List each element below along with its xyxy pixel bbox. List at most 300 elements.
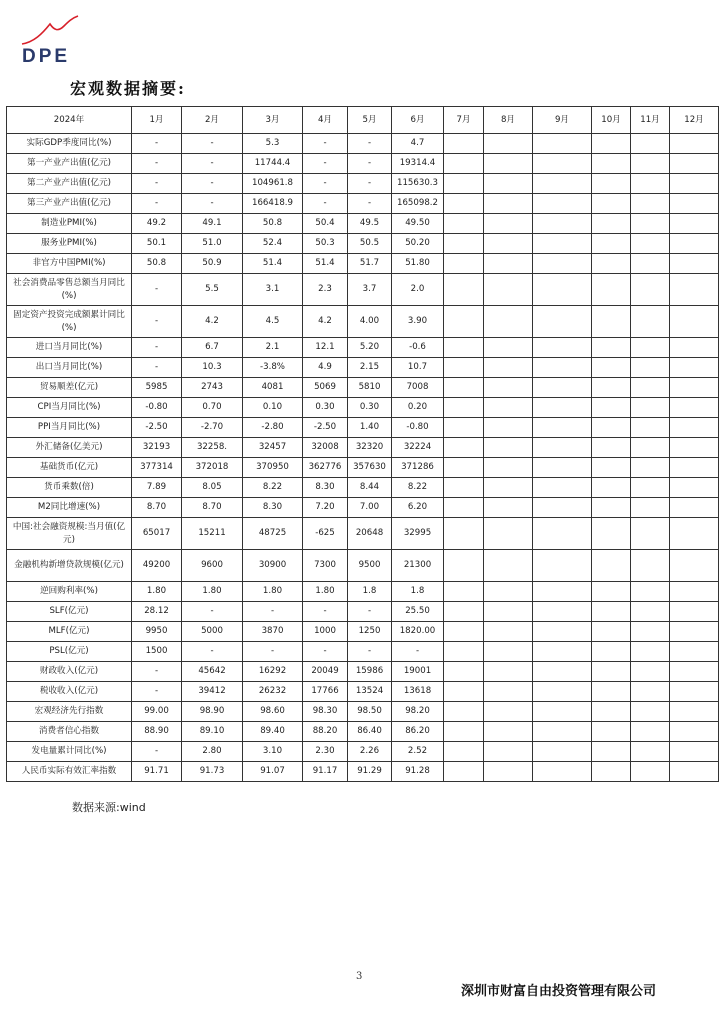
- table-cell: [592, 154, 631, 174]
- table-cell: [631, 622, 670, 642]
- table-cell: -: [132, 274, 182, 306]
- table-cell: [484, 358, 533, 378]
- table-cell: [444, 722, 484, 742]
- table-cell: 371286: [392, 458, 444, 478]
- table-cell: [670, 550, 719, 582]
- table-cell: [444, 134, 484, 154]
- table-cell: [484, 642, 533, 662]
- table-cell: [670, 398, 719, 418]
- table-cell: [533, 458, 592, 478]
- table-cell: 0.30: [303, 398, 348, 418]
- table-cell: 32193: [132, 438, 182, 458]
- table-cell: [484, 174, 533, 194]
- table-cell: -: [182, 134, 243, 154]
- table-cell: 4081: [243, 378, 303, 398]
- table-cell: 5.5: [182, 274, 243, 306]
- table-cell: [484, 722, 533, 742]
- table-cell: [592, 762, 631, 782]
- table-cell: 30900: [243, 550, 303, 582]
- table-cell: [444, 234, 484, 254]
- table-cell: [533, 742, 592, 762]
- table-cell: 1250: [348, 622, 392, 642]
- table-cell: 32258.: [182, 438, 243, 458]
- table-cell: [592, 642, 631, 662]
- table-cell: [631, 438, 670, 458]
- table-cell: -: [392, 642, 444, 662]
- table-cell: 49.50: [392, 214, 444, 234]
- table-cell: -: [303, 602, 348, 622]
- table-cell: 45642: [182, 662, 243, 682]
- table-cell: 89.10: [182, 722, 243, 742]
- table-cell: [631, 642, 670, 662]
- table-cell: 17766: [303, 682, 348, 702]
- table-cell: -: [303, 194, 348, 214]
- table-cell: 9950: [132, 622, 182, 642]
- table-cell: [444, 438, 484, 458]
- table-cell: [444, 306, 484, 338]
- row-label: PSL(亿元): [7, 642, 132, 662]
- header-month: 9月: [533, 107, 592, 134]
- table-cell: 50.5: [348, 234, 392, 254]
- table-cell: 8.22: [392, 478, 444, 498]
- table-row: [7, 702, 719, 722]
- table-cell: 4.7: [392, 134, 444, 154]
- header-month: 2月: [182, 107, 243, 134]
- table-cell: -: [132, 338, 182, 358]
- table-cell: -2.50: [303, 418, 348, 438]
- table-cell: 4.5: [243, 306, 303, 338]
- table-cell: [484, 194, 533, 214]
- table-cell: [592, 234, 631, 254]
- table-cell: [533, 498, 592, 518]
- table-cell: [533, 582, 592, 602]
- table-cell: [670, 702, 719, 722]
- table-row: [7, 722, 719, 742]
- table-cell: [592, 498, 631, 518]
- table-cell: 32224: [392, 438, 444, 458]
- table-cell: [444, 358, 484, 378]
- table-cell: [631, 214, 670, 234]
- table-cell: 19314.4: [392, 154, 444, 174]
- table-cell: -: [132, 662, 182, 682]
- table-cell: 2.0: [392, 274, 444, 306]
- table-cell: 115630.3: [392, 174, 444, 194]
- table-cell: [592, 378, 631, 398]
- table-cell: 1.80: [132, 582, 182, 602]
- row-label: 出口当月同比(%): [7, 358, 132, 378]
- table-cell: 88.90: [132, 722, 182, 742]
- row-label: 社会消费品零售总额当月同比(%): [7, 274, 132, 306]
- table-cell: [444, 478, 484, 498]
- table-cell: 4.9: [303, 358, 348, 378]
- table-cell: [592, 722, 631, 742]
- table-cell: [533, 518, 592, 550]
- table-cell: [533, 154, 592, 174]
- table-cell: -: [243, 602, 303, 622]
- table-cell: 1.80: [182, 582, 243, 602]
- table-cell: -: [303, 134, 348, 154]
- table-cell: [533, 438, 592, 458]
- table-cell: 48725: [243, 518, 303, 550]
- table-cell: 8.70: [132, 498, 182, 518]
- header-month: 3月: [243, 107, 303, 134]
- table-cell: 4.2: [182, 306, 243, 338]
- table-cell: 51.0: [182, 234, 243, 254]
- table-cell: [670, 722, 719, 742]
- table-cell: [592, 398, 631, 418]
- table-cell: [670, 762, 719, 782]
- table-cell: 32320: [348, 438, 392, 458]
- table-cell: [592, 194, 631, 214]
- table-cell: [444, 642, 484, 662]
- table-cell: -: [303, 642, 348, 662]
- table-cell: 0.70: [182, 398, 243, 418]
- row-label: 非官方中国PMI(%): [7, 254, 132, 274]
- table-row: [7, 550, 719, 582]
- row-label: PPI当月同比(%): [7, 418, 132, 438]
- row-label: 财政收入(亿元): [7, 662, 132, 682]
- table-cell: [631, 378, 670, 398]
- table-cell: [533, 234, 592, 254]
- table-cell: [631, 234, 670, 254]
- table-cell: [484, 662, 533, 682]
- row-label: 人民币实际有效汇率指数: [7, 762, 132, 782]
- table-cell: 91.17: [303, 762, 348, 782]
- table-row: [7, 398, 719, 418]
- table-cell: [484, 338, 533, 358]
- table-cell: [631, 602, 670, 622]
- table-cell: [631, 742, 670, 762]
- table-row: [7, 274, 719, 306]
- table-cell: 98.90: [182, 702, 243, 722]
- table-cell: [592, 550, 631, 582]
- table-cell: [484, 306, 533, 338]
- table-cell: [670, 174, 719, 194]
- table-row: [7, 602, 719, 622]
- table-cell: -: [243, 642, 303, 662]
- table-cell: [484, 154, 533, 174]
- table-cell: [592, 458, 631, 478]
- table-cell: 165098.2: [392, 194, 444, 214]
- table-row: [7, 214, 719, 234]
- table-cell: 91.28: [392, 762, 444, 782]
- table-cell: 9600: [182, 550, 243, 582]
- table-cell: 3.1: [243, 274, 303, 306]
- table-cell: 89.40: [243, 722, 303, 742]
- table-cell: [444, 518, 484, 550]
- table-cell: [592, 338, 631, 358]
- header-month: 4月: [303, 107, 348, 134]
- table-cell: 91.07: [243, 762, 303, 782]
- table-cell: 1000: [303, 622, 348, 642]
- table-cell: [670, 134, 719, 154]
- table-row: [7, 518, 719, 550]
- table-cell: [484, 134, 533, 154]
- header-month: 5月: [348, 107, 392, 134]
- table-cell: -625: [303, 518, 348, 550]
- table-cell: 362776: [303, 458, 348, 478]
- table-cell: [670, 214, 719, 234]
- table-cell: [533, 550, 592, 582]
- table-row: [7, 154, 719, 174]
- table-cell: [670, 154, 719, 174]
- table-cell: -0.80: [392, 418, 444, 438]
- table-cell: -: [182, 174, 243, 194]
- table-cell: [444, 274, 484, 306]
- table-cell: 7300: [303, 550, 348, 582]
- table-cell: [444, 458, 484, 478]
- table-cell: -: [348, 134, 392, 154]
- table-cell: [592, 418, 631, 438]
- table-cell: [670, 518, 719, 550]
- table-cell: [484, 398, 533, 418]
- header-month: 12月: [670, 107, 719, 134]
- table-cell: -2.70: [182, 418, 243, 438]
- table-cell: -3.8%: [243, 358, 303, 378]
- table-cell: [631, 458, 670, 478]
- header-month: 10月: [592, 107, 631, 134]
- table-cell: [444, 254, 484, 274]
- table-cell: 0.10: [243, 398, 303, 418]
- macro-data-table: [6, 106, 719, 782]
- table-cell: 50.1: [132, 234, 182, 254]
- table-row: [7, 762, 719, 782]
- table-cell: [484, 582, 533, 602]
- table-cell: [533, 174, 592, 194]
- table-row: [7, 582, 719, 602]
- table-cell: -2.50: [132, 418, 182, 438]
- table-cell: [631, 306, 670, 338]
- row-label: 基础货币(亿元): [7, 458, 132, 478]
- table-cell: [631, 662, 670, 682]
- table-cell: -: [182, 194, 243, 214]
- table-cell: 50.20: [392, 234, 444, 254]
- table-cell: 7008: [392, 378, 444, 398]
- table-cell: 2743: [182, 378, 243, 398]
- table-cell: [533, 274, 592, 306]
- table-cell: -: [132, 194, 182, 214]
- table-cell: -: [132, 306, 182, 338]
- table-cell: 10.3: [182, 358, 243, 378]
- table-cell: 1820.00: [392, 622, 444, 642]
- table-cell: [592, 358, 631, 378]
- table-cell: -: [348, 174, 392, 194]
- table-cell: 51.4: [243, 254, 303, 274]
- table-cell: 51.7: [348, 254, 392, 274]
- table-cell: -0.6: [392, 338, 444, 358]
- table-cell: 98.20: [392, 702, 444, 722]
- header-month: 8月: [484, 107, 533, 134]
- table-cell: [533, 722, 592, 742]
- table-cell: 5.20: [348, 338, 392, 358]
- table-cell: [592, 518, 631, 550]
- row-label: 进口当月同比(%): [7, 338, 132, 358]
- table-cell: [631, 582, 670, 602]
- table-cell: [533, 762, 592, 782]
- table-cell: [592, 662, 631, 682]
- table-cell: -: [182, 602, 243, 622]
- row-label: 逆回购利率(%): [7, 582, 132, 602]
- table-cell: [631, 518, 670, 550]
- table-cell: [444, 762, 484, 782]
- table-cell: [631, 702, 670, 722]
- table-cell: [484, 418, 533, 438]
- table-cell: [631, 274, 670, 306]
- table-cell: 5810: [348, 378, 392, 398]
- table-row: [7, 438, 719, 458]
- table-cell: 10.7: [392, 358, 444, 378]
- header-year: 2024年: [7, 107, 132, 134]
- table-cell: [631, 722, 670, 742]
- table-row: [7, 682, 719, 702]
- table-cell: [533, 682, 592, 702]
- table-cell: 5.3: [243, 134, 303, 154]
- table-row: [7, 642, 719, 662]
- table-cell: [444, 418, 484, 438]
- table-row: [7, 306, 719, 338]
- table-cell: 2.1: [243, 338, 303, 358]
- table-cell: -: [303, 174, 348, 194]
- row-label: 制造业PMI(%): [7, 214, 132, 234]
- table-cell: [670, 194, 719, 214]
- table-cell: [533, 306, 592, 338]
- table-cell: 21300: [392, 550, 444, 582]
- table-cell: [484, 742, 533, 762]
- table-cell: 32457: [243, 438, 303, 458]
- table-cell: 98.50: [348, 702, 392, 722]
- table-cell: 65017: [132, 518, 182, 550]
- table-cell: [631, 398, 670, 418]
- table-cell: [670, 274, 719, 306]
- table-cell: 1500: [132, 642, 182, 662]
- table-cell: 7.20: [303, 498, 348, 518]
- table-cell: 91.71: [132, 762, 182, 782]
- table-cell: [533, 194, 592, 214]
- table-cell: 39412: [182, 682, 243, 702]
- table-cell: [533, 398, 592, 418]
- table-cell: [484, 458, 533, 478]
- table-cell: 4.2: [303, 306, 348, 338]
- table-cell: -: [348, 642, 392, 662]
- table-cell: [533, 478, 592, 498]
- table-cell: 8.44: [348, 478, 392, 498]
- table-cell: -: [132, 174, 182, 194]
- row-label: 第一产业产出值(亿元): [7, 154, 132, 174]
- table-cell: [444, 498, 484, 518]
- table-cell: 2.30: [303, 742, 348, 762]
- table-cell: [484, 518, 533, 550]
- table-cell: [670, 418, 719, 438]
- table-cell: [533, 642, 592, 662]
- table-cell: 104961.8: [243, 174, 303, 194]
- table-cell: [444, 582, 484, 602]
- table-cell: 32008: [303, 438, 348, 458]
- table-cell: 50.9: [182, 254, 243, 274]
- table-cell: [444, 338, 484, 358]
- row-label: M2同比增速(%): [7, 498, 132, 518]
- table-cell: 13524: [348, 682, 392, 702]
- table-cell: -: [132, 134, 182, 154]
- table-row: [7, 358, 719, 378]
- table-cell: 86.20: [392, 722, 444, 742]
- table-row: [7, 174, 719, 194]
- table-cell: [592, 306, 631, 338]
- table-row: [7, 234, 719, 254]
- table-cell: 8.22: [243, 478, 303, 498]
- table-cell: [444, 622, 484, 642]
- table-cell: 98.30: [303, 702, 348, 722]
- table-cell: 49.5: [348, 214, 392, 234]
- table-cell: 1.80: [303, 582, 348, 602]
- table-cell: -: [132, 154, 182, 174]
- table-cell: 20049: [303, 662, 348, 682]
- header-month: 7月: [444, 107, 484, 134]
- table-cell: -: [348, 602, 392, 622]
- table-cell: 88.20: [303, 722, 348, 742]
- table-cell: 5000: [182, 622, 243, 642]
- table-cell: [670, 358, 719, 378]
- table-cell: [592, 254, 631, 274]
- table-cell: 50.3: [303, 234, 348, 254]
- table-cell: [444, 602, 484, 622]
- table-cell: 15211: [182, 518, 243, 550]
- table-cell: [533, 214, 592, 234]
- table-cell: [484, 550, 533, 582]
- table-cell: [631, 550, 670, 582]
- table-cell: [444, 174, 484, 194]
- row-label: 税收收入(亿元): [7, 682, 132, 702]
- table-row: [7, 134, 719, 154]
- table-row: [7, 742, 719, 762]
- table-cell: [484, 234, 533, 254]
- table-cell: [444, 378, 484, 398]
- table-cell: [484, 702, 533, 722]
- table-cell: [592, 438, 631, 458]
- table-cell: 6.20: [392, 498, 444, 518]
- table-cell: [631, 358, 670, 378]
- table-row: [7, 622, 719, 642]
- table-row: [7, 478, 719, 498]
- table-cell: -0.80: [132, 398, 182, 418]
- table-row: [7, 254, 719, 274]
- row-label: 服务业PMI(%): [7, 234, 132, 254]
- table-cell: [592, 602, 631, 622]
- table-row: [7, 662, 719, 682]
- table-cell: 166418.9: [243, 194, 303, 214]
- table-cell: [670, 306, 719, 338]
- table-cell: -: [132, 682, 182, 702]
- table-cell: [533, 134, 592, 154]
- table-cell: 50.8: [132, 254, 182, 274]
- row-label: 实际GDP季度同比(%): [7, 134, 132, 154]
- table-cell: 16292: [243, 662, 303, 682]
- table-row: [7, 498, 719, 518]
- table-cell: [670, 682, 719, 702]
- table-cell: [484, 214, 533, 234]
- table-cell: [484, 254, 533, 274]
- table-cell: [631, 418, 670, 438]
- table-cell: 2.52: [392, 742, 444, 762]
- table-cell: [484, 378, 533, 398]
- table-cell: 20648: [348, 518, 392, 550]
- table-row: [7, 418, 719, 438]
- table-cell: [533, 622, 592, 642]
- row-label: 金融机构新增贷款规模(亿元): [7, 550, 132, 582]
- table-cell: [533, 602, 592, 622]
- table-cell: [533, 378, 592, 398]
- table-cell: [444, 398, 484, 418]
- table-cell: 26232: [243, 682, 303, 702]
